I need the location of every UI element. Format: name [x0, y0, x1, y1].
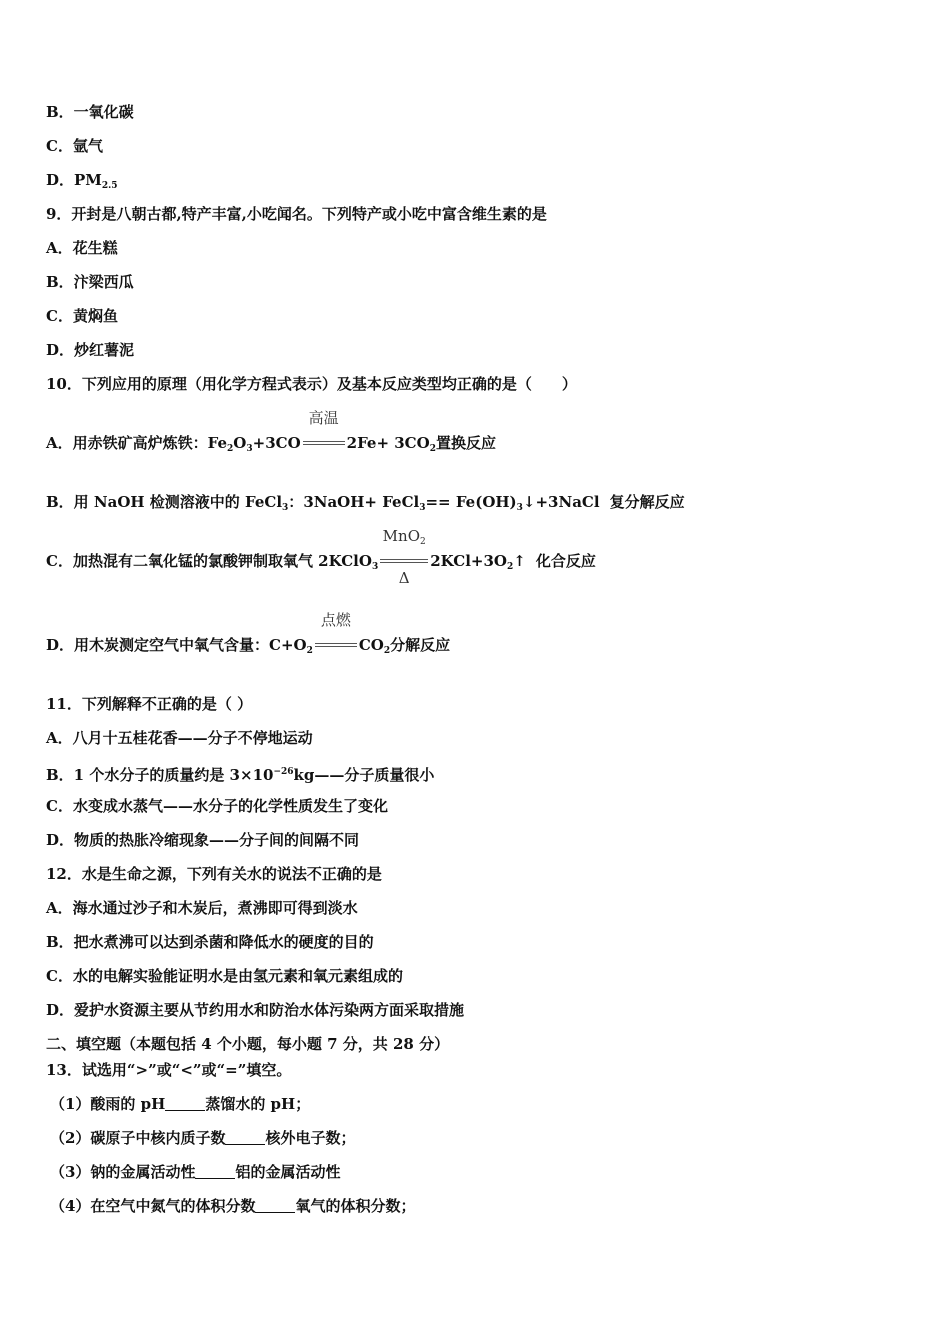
q10-d-products: CO: [358, 636, 384, 654]
q12-option-b: B．把水煮沸可以达到杀菌和降低水的硬度的目的: [46, 933, 374, 951]
q11-stem: 11．下列解释不正确的是（ ）: [46, 695, 253, 713]
q8-option-b: B．一氧化碳: [46, 103, 134, 121]
q9-option-b: B．汴梁西瓜: [46, 273, 134, 291]
q10-stem: 10．下列应用的原理（用化学方程式表示）及基本反应类型均正确的是（ ）: [46, 375, 577, 393]
answer-blank[interactable]: [255, 1198, 295, 1213]
q11-option-d: D．物质的热胀冷缩现象——分子间的间隔不同: [46, 831, 360, 849]
q11-option-a: A．八月十五桂花香——分子不停地运动: [46, 729, 313, 747]
q13-part-2: （2）碳原子中核内质子数 核外电子数；: [50, 1129, 356, 1147]
q9-option-a: A．花生糕: [46, 239, 118, 257]
q11-option-c: C．水变成水蒸气——水分子的化学性质发生了变化: [46, 797, 388, 815]
q10-b-text: B．用 NaOH 检测溶液中的 FeCl: [46, 493, 283, 511]
q10-c-products: 2KCl+3O: [430, 552, 507, 570]
q12-option-c: C．水的电解实验能证明水是由氢元素和氧元素组成的: [46, 967, 403, 985]
q9-stem: 9．开封是八朝古都,特产丰富,小吃闻名。下列特产或小吃中富含维生素的是: [46, 205, 547, 223]
q8-option-d-text: D．PM: [46, 171, 102, 189]
q13-part-1: （1）酸雨的 pH 蒸馏水的 pH；: [50, 1095, 311, 1113]
q13-stem: 13．试选用“>”或“<”或“=”填空。: [46, 1061, 292, 1079]
q10-option-b: B．用 NaOH 检测溶液中的 FeCl$_3$：3NaOH+ FeCl$_3$== $Fe(OH)_3↓+3NaCl$ 复分解反应: [46, 493, 685, 513]
q10-a-products: 2Fe+ 3CO: [346, 434, 430, 452]
q10-d-condition: 点燃: [315, 636, 357, 656]
q13-part-4: （4）在空气中氮气的体积分数 氧气的体积分数；: [50, 1197, 416, 1215]
q10-a-text: A．用赤铁矿高炉炼铁：Fe: [46, 434, 228, 452]
q11-option-b: B．1 个水分子的质量约是 $3\times 10^{-26}kg——$分子质量很小: [46, 766, 435, 784]
q10-c-type: 化合反应: [535, 552, 596, 570]
answer-blank[interactable]: [195, 1164, 235, 1179]
q13-part-3: （3）钠的金属活动性 铝的金属活动性: [50, 1163, 341, 1181]
q8-option-d-sub: 2.5: [101, 181, 118, 191]
answer-blank[interactable]: [225, 1130, 265, 1145]
q9-option-c: C．黄焖鱼: [46, 307, 118, 325]
q10-d-text: D．用木炭测定空气中氧气含量：C+O: [46, 636, 307, 654]
q10-option-d: D．用木炭测定空气中氧气含量：$C+O_2$ 点燃 $CO_2$分解反应: [46, 611, 451, 656]
q12-option-a: A．海水通过沙子和木炭后，煮沸即可得到淡水: [46, 899, 358, 917]
q10-c-text: C．加热混有二氧化锰的氯酸钾制取氧气 2KClO: [46, 552, 372, 570]
q10-d-type: 分解反应: [390, 636, 451, 654]
q10-b-type: 复分解反应: [609, 493, 685, 511]
q10-c-condition: MnO$_2$ Δ: [380, 552, 428, 572]
q12-option-d: D．爱护水资源主要从节约用水和防治水体污染两方面采取措施: [46, 1001, 465, 1019]
q12-stem: 12．水是生命之源，下列有关水的说法不正确的是: [46, 865, 382, 883]
q10-option-a: A．用赤铁矿高炉炼铁：$Fe_2O_3+3CO$ 高温 $2Fe+ 3CO_2$置换反应: [46, 409, 496, 454]
q10-a-condition: 高温: [303, 434, 345, 454]
q8-option-c: C．氩气: [46, 137, 103, 155]
q10-option-c: C．加热混有二氧化锰的氯酸钾制取氧气 2KClO$_3$ MnO$_2$ Δ $2KCl+3O_2↑$ 化合反应: [46, 527, 596, 587]
answer-blank[interactable]: [165, 1096, 205, 1111]
section-2-heading: 二、填空题（本题包括 4 个小题，每小题 7 分，共 28 分）: [46, 1035, 450, 1053]
q8-option-d: [46, 170, 118, 196]
q9-option-d: D．炒红薯泥: [46, 341, 135, 359]
q10-a-type: 置换反应: [435, 434, 496, 452]
